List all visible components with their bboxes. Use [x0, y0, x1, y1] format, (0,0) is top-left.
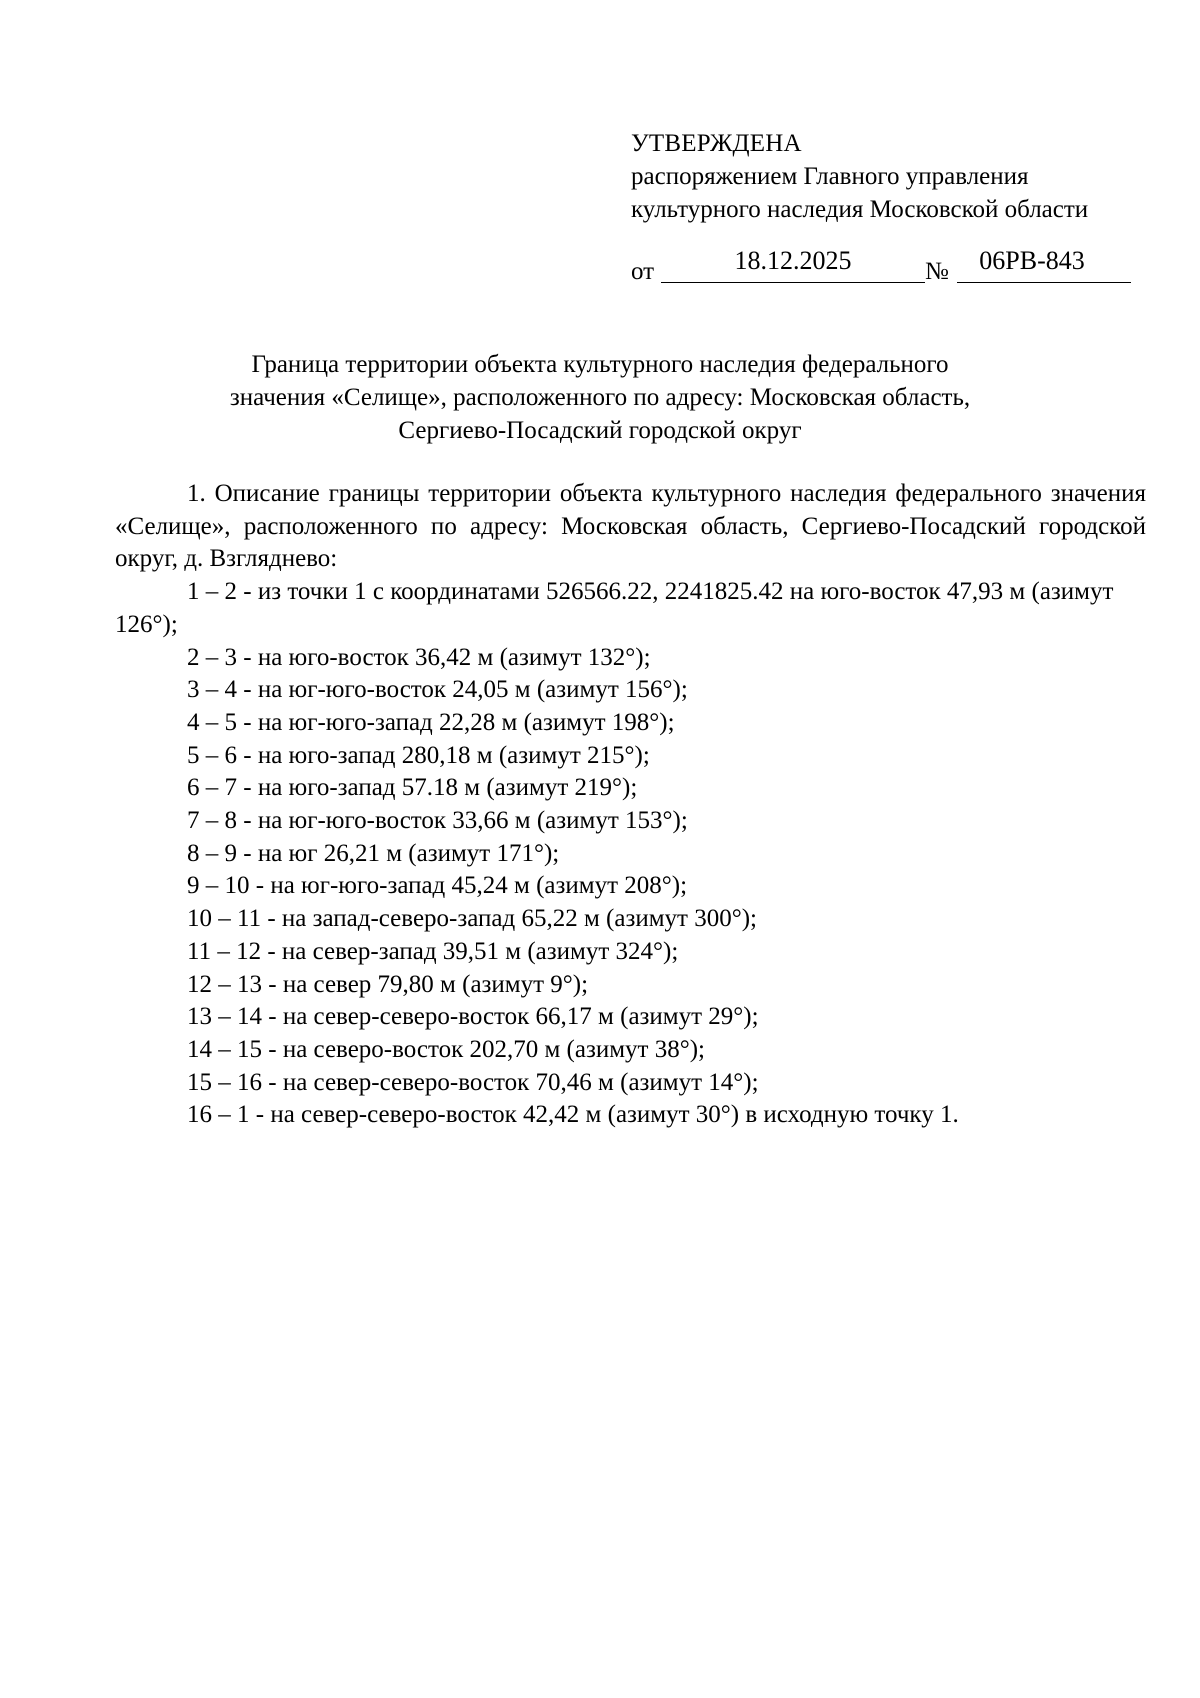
title-line-1: Граница территории объекта культурного наследия федерального: [251, 351, 949, 378]
document-title: [110, 348, 1090, 447]
boundary-segment: 16 – 1 - на север-северо-восток 42,42 м (азимут 30°) в исходную точку 1.: [187, 1101, 959, 1129]
number-underline: [957, 282, 1131, 283]
boundary-segment: 8 – 9 - на юг 26,21 м (азимут 171°);: [187, 839, 560, 867]
boundary-description: [115, 478, 1146, 1132]
number-label: №: [925, 258, 949, 285]
boundary-segment: 11 – 12 - на север-запад 39,51 м (азимут 324°);: [187, 937, 679, 965]
title-line-3: Сергиево-Посадский городской округ: [398, 417, 802, 444]
boundary-segment: 2 – 3 - на юго-восток 36,42 м (азимут 132°);: [187, 643, 651, 671]
date-underline: [661, 282, 925, 283]
boundary-segment: 7 – 8 - на юг-юго-восток 33,66 м (азимут 153°);: [187, 807, 688, 835]
boundary-segment: 3 – 4 - на юг-юго-восток 24,05 м (азимут 156°);: [187, 676, 688, 704]
boundary-segment: 1 – 2 - из точки 1 с координатами 526566.22, 2241825.42 на юго-восток 47,93 м (азимут 126°);: [115, 578, 1114, 638]
boundary-segment: 9 – 10 - на юг-юго-запад 45,24 м (азимут 208°);: [187, 872, 688, 900]
approval-heading: УТВЕРЖДЕНА: [631, 130, 802, 157]
boundary-segment: 6 – 7 - на юго-запад 57.18 м (азимут 219°);: [187, 774, 638, 802]
date-label: от: [631, 258, 655, 285]
description-intro: 1. Описание границы территории объекта культурного наследия федерального значения «Селище», расположенного по адресу: Московская область, Сергиево-Посадский городской округ, д. Взгляднево:: [115, 480, 1146, 573]
order-number: 06РВ-843: [979, 246, 1085, 275]
boundary-segment: 13 – 14 - на север-северо-восток 66,17 м (азимут 29°);: [187, 1003, 759, 1031]
order-date: 18.12.2025: [734, 246, 852, 275]
boundary-segment: 5 – 6 - на юго-запад 280,18 м (азимут 215°);: [187, 741, 650, 769]
title-line-2: значения «Селище», расположенного по адресу: Московская область,: [229, 384, 971, 411]
approval-block: [631, 127, 1171, 226]
order-date-number: [631, 246, 1131, 286]
approval-line-2: культурного наследия Московской области: [631, 196, 1089, 223]
boundary-segment: 14 – 15 - на северо-восток 202,70 м (азимут 38°);: [187, 1035, 705, 1063]
boundary-segment: 10 – 11 - на запад-северо-запад 65,22 м (азимут 300°);: [187, 905, 757, 933]
approval-line-1: распоряжением Главного управления: [631, 163, 1029, 190]
boundary-segment: 15 – 16 - на север-северо-восток 70,46 м (азимут 14°);: [187, 1068, 759, 1096]
boundary-segment: 4 – 5 - на юг-юго-запад 22,28 м (азимут 198°);: [187, 708, 675, 736]
boundary-segment: 12 – 13 - на север 79,80 м (азимут 9°);: [187, 970, 589, 998]
